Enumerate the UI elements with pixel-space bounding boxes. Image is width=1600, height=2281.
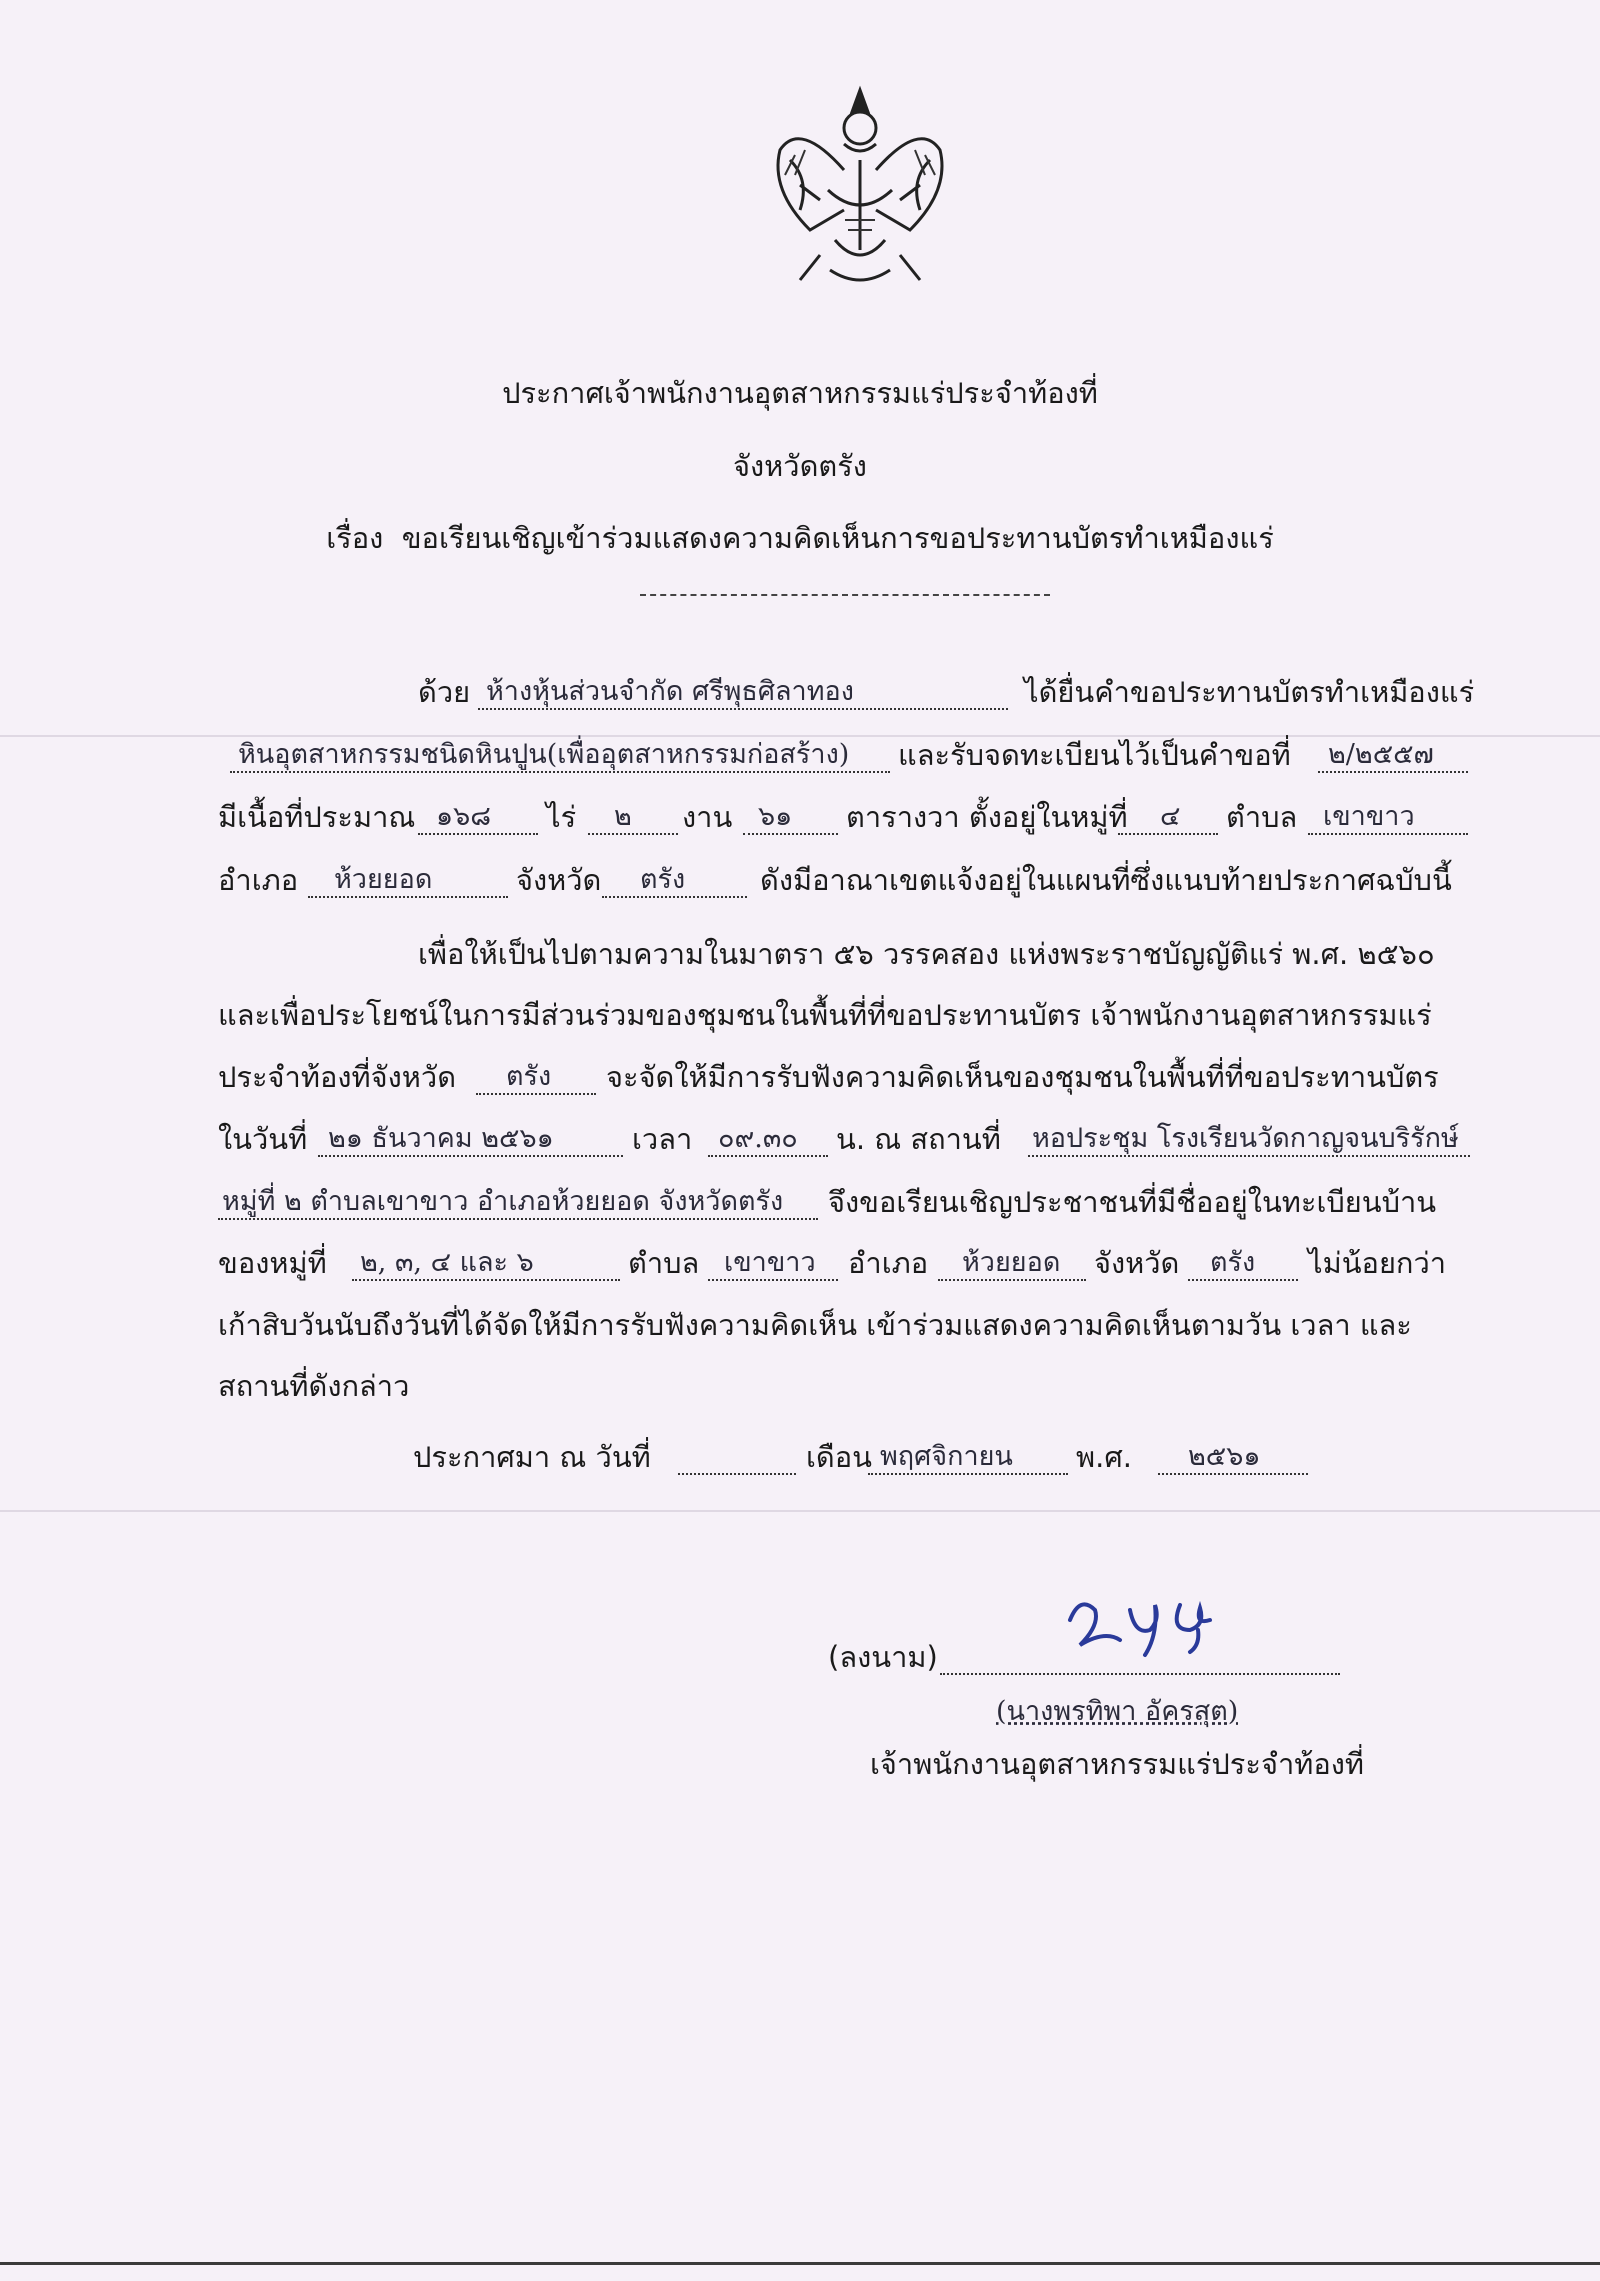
text: ไม่น้อยกว่า	[1308, 1246, 1447, 1280]
para2-line7	[218, 1303, 1468, 1353]
document-title: ประกาศเจ้าพนักงานอุตสาหกรรมแร่ประจำท้องที่	[502, 376, 1098, 410]
venue-field: หอประชุม โรงเรียนวัดกาญจนบริรักษ์	[1032, 1123, 1459, 1154]
scan-bottom-edge	[0, 2262, 1600, 2265]
text: จะจัดให้มีการรับฟังความคิดเห็นของชุมชนในพื้นที่ที่ขอประทานบัตร	[606, 1060, 1439, 1094]
amphoe-field: ห้วยยอด	[962, 1247, 1061, 1278]
announce-date-line	[218, 1435, 1468, 1485]
text: น. ณ สถานที่	[836, 1122, 1001, 1156]
signatory-position: เจ้าพนักงานอุตสาหกรรมแร่ประจำท้องที่	[870, 1747, 1365, 1781]
hearing-time-field: ๐๙.๓๐	[718, 1123, 798, 1154]
hearing-date-field: ๒๑ ธันวาคม ๒๕๖๑	[328, 1123, 554, 1154]
text: มีเนื้อที่ประมาณ	[218, 800, 416, 834]
company-name-field: ห้างหุ้นส่วนจำกัด ศรีพุธศิลาทอง	[486, 676, 854, 707]
para2-line6	[218, 1241, 1468, 1291]
para2-line2	[218, 993, 1468, 1043]
para1-line1	[218, 670, 1475, 720]
para2-line5	[218, 1180, 1468, 1230]
text: ประจำท้องที่จังหวัด	[218, 1060, 457, 1094]
signatory-name-line	[218, 1690, 1468, 1740]
moo-field: ๔	[1160, 801, 1181, 832]
amphoe-field: ห้วยยอด	[334, 864, 433, 895]
text: พ.ศ.	[1076, 1440, 1132, 1474]
text: เพื่อให้เป็นไปตามความในมาตรา ๕๖ วรรคสอง แห่งพระราชบัญญัติแร่ พ.ศ. ๒๕๖๐	[418, 937, 1435, 971]
text: อำเภอ	[218, 863, 299, 897]
text: เก้าสิบวันนับถึงวันที่ได้จัดให้มีการรับฟังความคิดเห็น เข้าร่วมแสดงความคิดเห็นตามวัน เวลา และ	[218, 1308, 1412, 1342]
text: ประกาศมา ณ วันที่	[413, 1440, 651, 1474]
text: ในวันที่	[218, 1122, 308, 1156]
text: และรับจดทะเบียนไว้เป็นคำขอที่	[898, 738, 1291, 772]
announce-year-field: ๒๕๖๑	[1188, 1441, 1261, 1472]
text: ตำบล	[628, 1246, 700, 1280]
text: และเพื่อประโยชน์ในการมีส่วนร่วมของชุมชนในพื้นที่ที่ขอประทานบัตร เจ้าพนักงานอุตสาหกรรมแร่	[218, 998, 1432, 1032]
para2-line1	[218, 932, 1468, 982]
text: จึงขอเรียนเชิญประชาชนที่มีชื่ออยู่ในทะเบียนบ้าน	[828, 1185, 1437, 1219]
subject-line	[0, 515, 1600, 561]
text: อำเภอ	[848, 1246, 929, 1280]
changwat-field: ตรัง	[640, 864, 686, 895]
signature-line	[218, 1635, 1468, 1685]
text: เดือน	[806, 1440, 872, 1474]
request-number-field: ๒/๒๕๕๗	[1328, 739, 1434, 770]
signatory-name: (นางพรทิพา อัครสุต)	[996, 1696, 1239, 1727]
subject-label: เรื่อง	[326, 521, 384, 555]
para1-line4	[218, 858, 1468, 908]
text: งาน	[682, 800, 733, 834]
text: ดังมีอาณาเขตแจ้งอยู่ในแผนที่ซึ่งแนบท้ายประกาศฉบับนี้	[760, 863, 1452, 897]
province-heading: จังหวัดตรัง	[733, 449, 867, 483]
handwritten-signature	[1060, 1590, 1240, 1660]
sign-label: (ลงนาม)	[828, 1640, 938, 1674]
text: สถานที่ดังกล่าว	[218, 1369, 410, 1403]
changwat-field: ตรัง	[1210, 1247, 1256, 1278]
garuda-emblem-icon	[740, 80, 980, 300]
text: เวลา	[632, 1122, 693, 1156]
para2-line8	[218, 1364, 1468, 1414]
text: ของหมู่ที่	[218, 1246, 327, 1280]
tambon-field: เขาขาว	[724, 1247, 816, 1278]
venue-address-field: หมู่ที่ ๒ ตำบลเขาขาว อำเภอห้วยยอด จังหวัดตรัง	[222, 1186, 784, 1217]
para2-line3	[218, 1055, 1468, 1105]
para1-line3	[218, 795, 1468, 845]
subject-text: ขอเรียนเชิญเข้าร่วมแสดงความคิดเห็นการขอประทานบัตรทำเหมืองแร่	[401, 521, 1274, 555]
area-ngan-field: ๒	[614, 801, 632, 832]
text: ตารางวา ตั้งอยู่ในหมู่ที่	[846, 800, 1128, 834]
villages-field: ๒, ๓, ๔ และ ๖	[360, 1247, 534, 1278]
province-field: ตรัง	[506, 1061, 552, 1092]
para1-line2	[218, 733, 1468, 783]
paper-fold-line	[0, 1510, 1600, 1512]
tambon-field: เขาขาว	[1323, 801, 1415, 832]
para2-line4	[218, 1117, 1468, 1167]
signatory-position-line	[218, 1742, 1468, 1792]
text: จังหวัด	[516, 863, 602, 897]
divider	[640, 594, 1050, 596]
fill-line	[678, 1435, 796, 1475]
area-wa-field: ๖๑	[758, 801, 793, 832]
mineral-type-field: หินอุตสาหกรรมชนิดหินปูน(เพื่ออุตสาหกรรมก่อสร้าง)	[238, 739, 850, 770]
announce-month-field: พฤศจิกายน	[880, 1441, 1013, 1472]
text: ได้ยื่นคำขอประทานบัตรทำเหมืองแร่	[1024, 675, 1475, 709]
text: ด้วย	[418, 675, 471, 709]
text: จังหวัด	[1094, 1246, 1180, 1280]
area-rai-field: ๑๖๘	[436, 801, 492, 832]
text: ตำบล	[1226, 800, 1298, 834]
text: ไร่	[546, 800, 577, 834]
fill-line	[588, 795, 678, 835]
